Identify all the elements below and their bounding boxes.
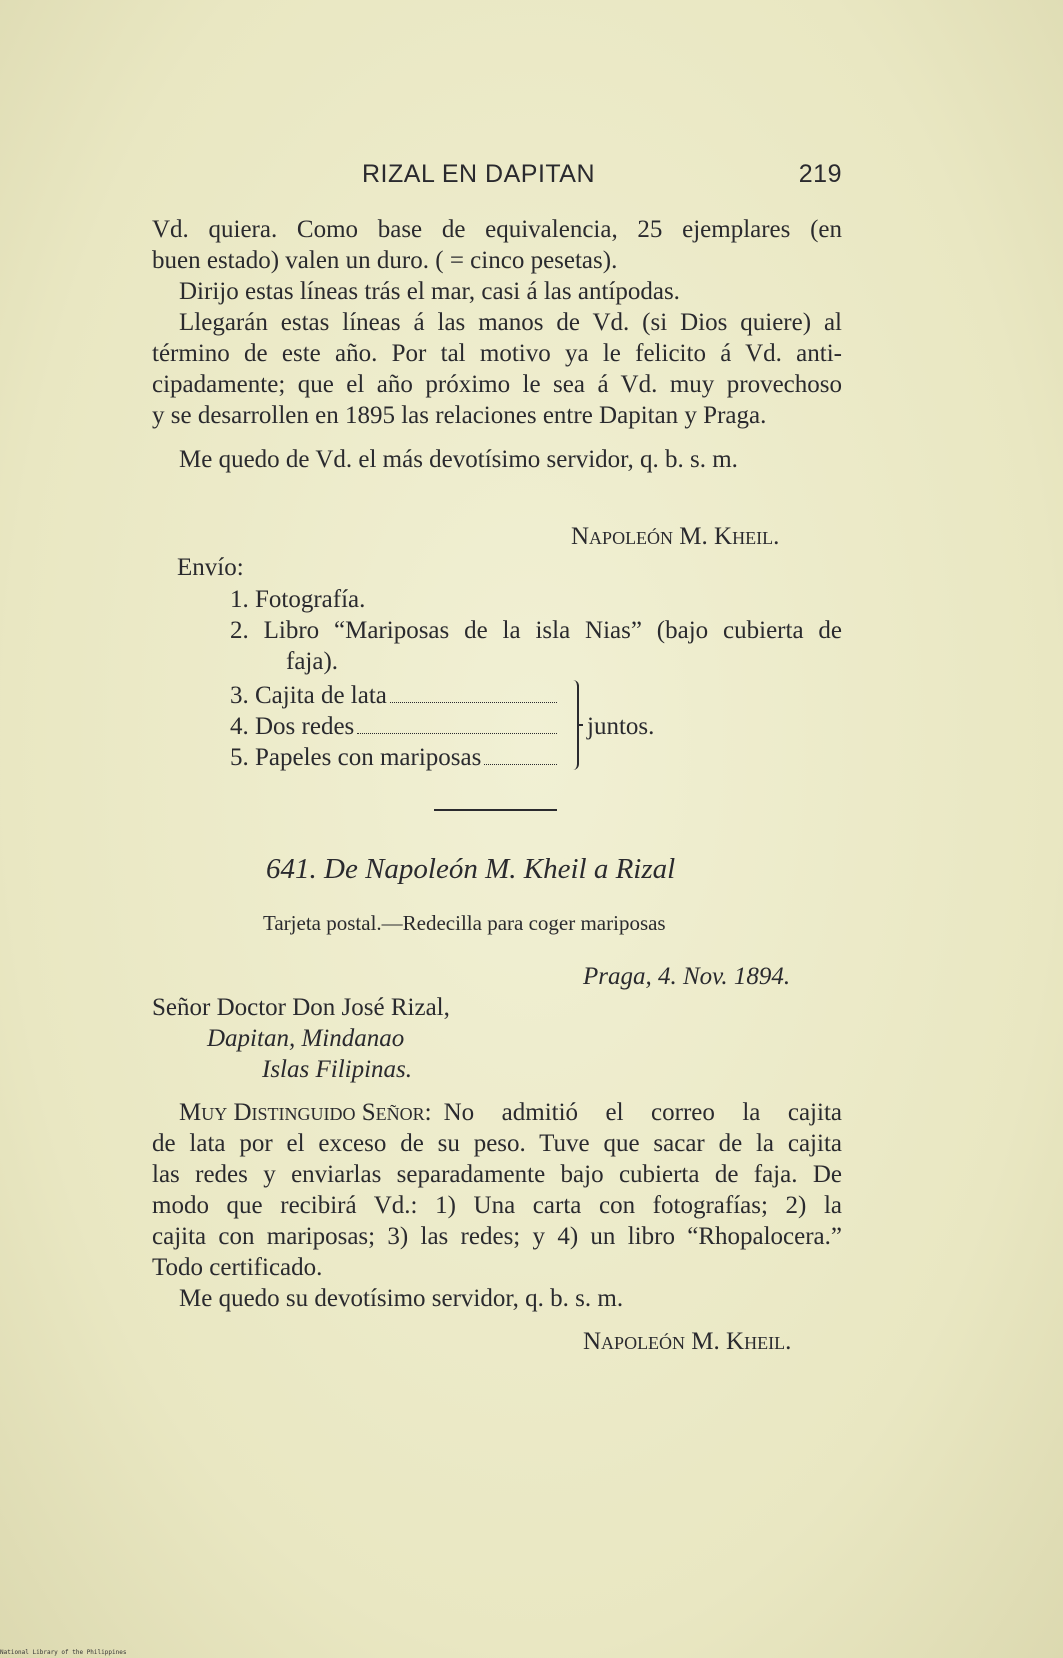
body-line: Todo certificado. xyxy=(152,1254,323,1281)
envio-item: 1. Fotografía. xyxy=(230,586,366,613)
running-title: RIZAL EN DAPITAN xyxy=(362,160,596,188)
envio-item xyxy=(230,680,560,711)
envio-item xyxy=(230,711,560,742)
dot-leader xyxy=(484,764,557,765)
body-line: Dirijo estas líneas trás el mar, casi á las antípodas. xyxy=(179,278,680,305)
page-number: 219 xyxy=(798,160,842,188)
closing-line: Me quedo su devotísimo servidor, q. b. s. m. xyxy=(179,1285,624,1312)
letter-heading: 641. De Napoleón M. Kheil a Rizal xyxy=(266,853,676,885)
envio-item-continuation: faja). xyxy=(286,648,339,675)
body-text: No admitió el correo la cajita xyxy=(443,1099,842,1126)
library-footer: National Library of the Philippines xyxy=(0,1649,127,1656)
address-line: Señor Doctor Don José Rizal, xyxy=(152,994,450,1021)
brace-tick xyxy=(577,724,583,726)
body-line: buen estado) valen un duro. ( = cinco pesetas). xyxy=(152,247,618,274)
section-divider xyxy=(434,809,557,811)
signature: Napoleón M. Kheil. xyxy=(571,523,780,550)
address-line: Islas Filipinas. xyxy=(262,1056,413,1083)
running-header xyxy=(152,160,842,194)
body-line: las redes y enviarlas separadamente bajo cubierta de faja. De xyxy=(152,1161,842,1188)
body-line: cipadamente; que el año próximo le sea á Vd. muy provechoso xyxy=(152,371,842,398)
body-line: Vd. quiera. Como base de equivalencia, 25 ejemplares (en xyxy=(152,216,842,243)
juntos-label: juntos. xyxy=(587,713,655,740)
body-line xyxy=(179,1097,842,1128)
body-line: modo que recibirá Vd.: 1) Una carta con fotografías; 2) la xyxy=(152,1192,842,1219)
signature: Napoleón M. Kheil. xyxy=(583,1328,792,1355)
envio-heading: Envío: xyxy=(177,554,244,581)
salutation: Muy Distinguido Señor: xyxy=(179,1099,432,1126)
closing-line: Me quedo de Vd. el más devotísimo servidor, q. b. s. m. xyxy=(179,446,738,473)
body-line: de lata por el exceso de su peso. Tuve que sacar de la cajita xyxy=(152,1130,842,1157)
body-line: término de este año. Por tal motivo ya le felicito á Vd. anti- xyxy=(152,340,842,367)
envio-item-label: 5. Papeles con mariposas xyxy=(230,744,482,771)
envio-item-label: 4. Dos redes xyxy=(230,713,355,740)
body-line: cajita con mariposas; 3) las redes; y 4) un libro “Rhopalocera.” xyxy=(152,1223,842,1250)
dot-leader xyxy=(390,702,557,703)
body-line: Llegarán estas líneas á las manos de Vd. (si Dios quiere) al xyxy=(179,309,842,336)
dot-leader xyxy=(357,733,557,734)
letter-date: Praga, 4. Nov. 1894. xyxy=(583,963,791,990)
envio-item xyxy=(230,742,560,773)
envio-item: 2. Libro “Mariposas de la isla Nias” (bajo cubierta de xyxy=(230,617,842,644)
body-line: y se desarrollen en 1895 las relaciones entre Dapitan y Praga. xyxy=(152,402,767,429)
letter-subheading: Tarjeta postal.—Redecilla para coger mariposas xyxy=(263,911,666,935)
address-line: Dapitan, Mindanao xyxy=(207,1025,405,1052)
envio-item-label: 3. Cajita de lata xyxy=(230,682,387,709)
